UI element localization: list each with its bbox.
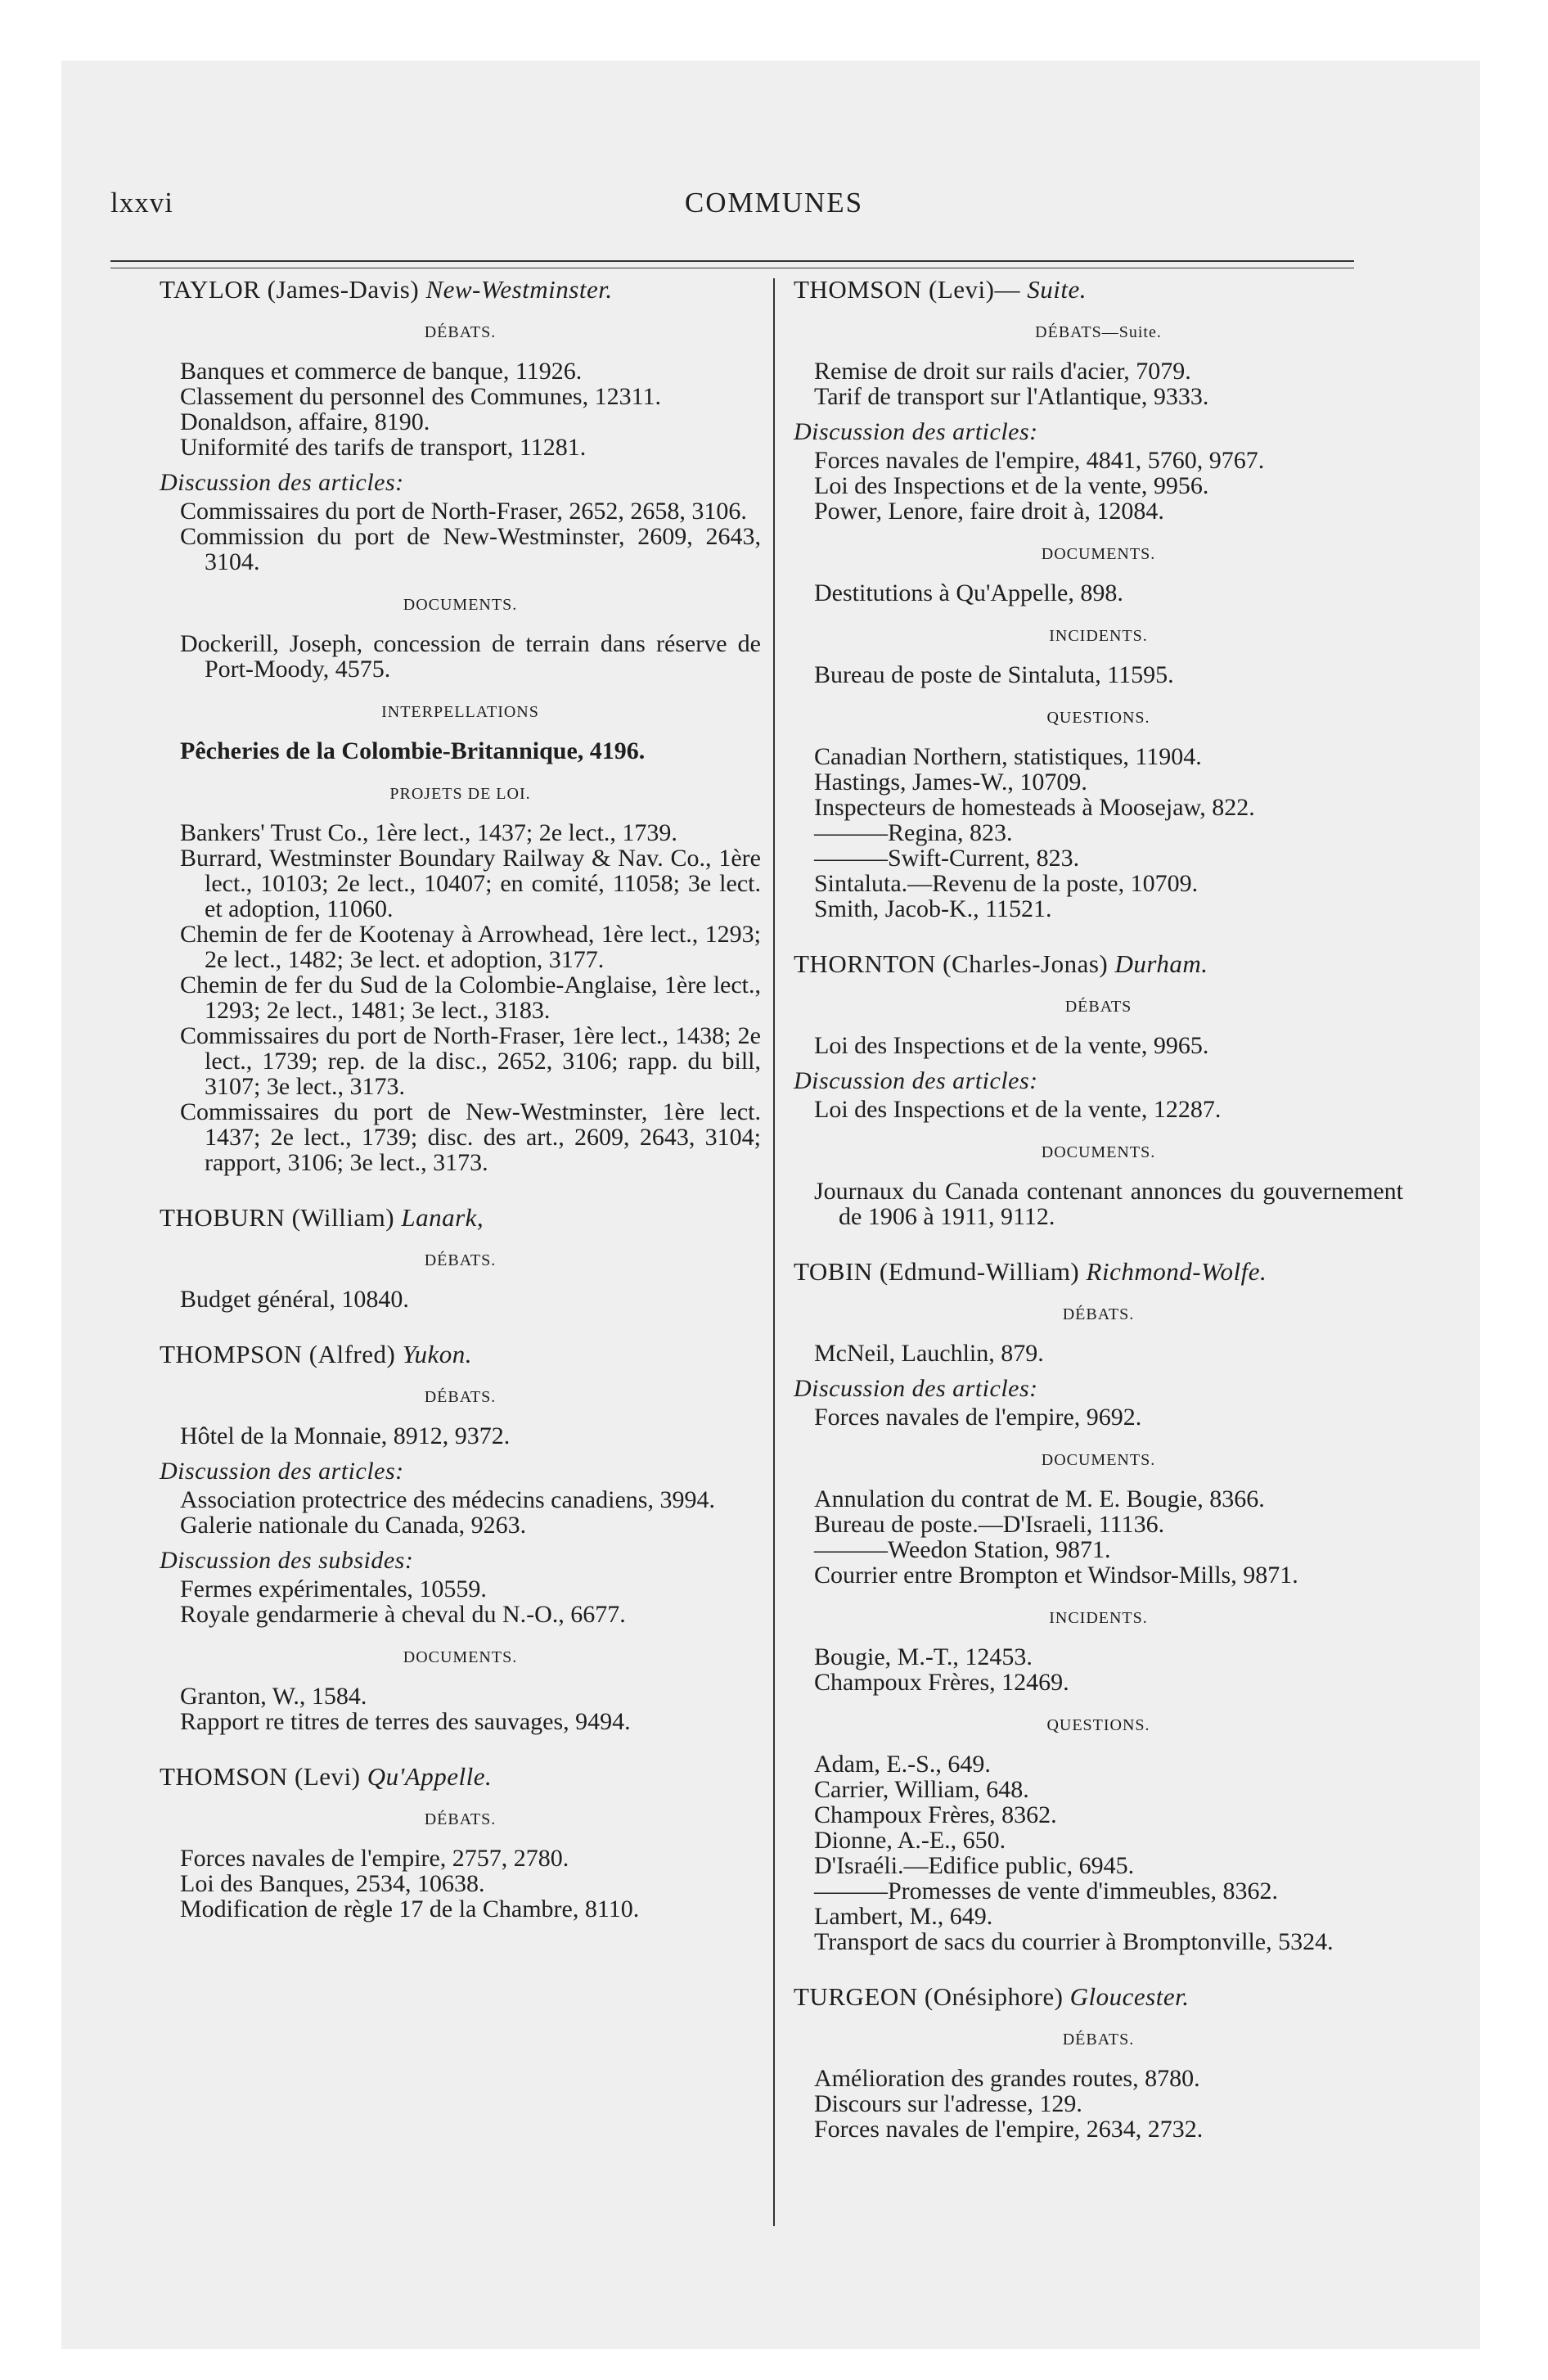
- index-item: Forces navales de l'empire, 4841, 5760, 9767.: [814, 447, 1265, 474]
- member-name: THORNTON (Charles-Jonas): [794, 949, 1115, 978]
- member-riding: Durham.: [1114, 949, 1208, 978]
- subsection-heading: DÉBATS—Suite.: [1035, 323, 1162, 341]
- index-item: D'Israéli.—Edifice public, 6945.: [814, 1852, 1135, 1879]
- index-item: Courrier entre Brompton et Windsor-Mills, 9871.: [814, 1562, 1298, 1589]
- discussion-heading: Discussion des articles:: [794, 1067, 1038, 1094]
- index-item: Champoux Frères, 12469.: [814, 1669, 1069, 1696]
- member-name: TAYLOR (James-Davis): [160, 275, 426, 304]
- index-item: Bureau de poste.—D'Israeli, 11136.: [814, 1511, 1165, 1538]
- index-item: Bankers' Trust Co., 1ère lect., 1437; 2e lect., 1739.: [180, 819, 677, 846]
- index-item: Amélioration des grandes routes, 8780.: [814, 2065, 1200, 2092]
- discussion-heading: Discussion des articles:: [794, 1375, 1038, 1402]
- index-item: Remise de droit sur rails d'acier, 7079.: [814, 358, 1191, 385]
- subsection-heading: DÉBATS.: [424, 323, 497, 341]
- discussion-heading: Discussion des articles:: [160, 1458, 404, 1485]
- index-item: Granton, W., 1584.: [180, 1683, 367, 1710]
- entry-heading: [160, 277, 761, 302]
- subsection-heading: DÉBATS.: [1062, 2031, 1135, 2049]
- index-item: Sintaluta.—Revenu de la poste, 10709.: [814, 870, 1199, 897]
- entry-heading: [794, 1259, 1403, 1284]
- entry-heading: [160, 1205, 761, 1230]
- subsection-heading: DOCUMENTS.: [403, 1648, 518, 1666]
- entry-heading: [794, 1984, 1403, 2009]
- entry-heading: [794, 277, 1403, 302]
- running-head: [0, 187, 1548, 219]
- index-item: Burrard, Westminster Boundary Railway & Nav. Co., 1ère lect., 10103; 2e lect., 10407; en comité, 11058; 3e lect. et adoption, 11060.: [180, 845, 761, 922]
- index-item: ———Swift-Current, 823.: [814, 845, 1080, 872]
- member-name: THOMPSON (Alfred): [160, 1340, 403, 1368]
- subsection-heading: DOCUMENTS.: [1041, 1451, 1156, 1469]
- index-item: Hôtel de la Monnaie, 8912, 9372.: [180, 1422, 511, 1449]
- index-item: Royale gendarmerie à cheval du N.-O., 6677.: [180, 1601, 626, 1628]
- index-item: Fermes expérimentales, 10559.: [180, 1575, 487, 1602]
- index-item: Bureau de poste de Sintaluta, 11595.: [814, 661, 1174, 688]
- index-item: Chemin de fer de Kootenay à Arrowhead, 1ère lect., 1293; 2e lect., 1482; 3e lect. et adoption, 3177.: [180, 921, 761, 973]
- member-riding: Suite.: [1027, 275, 1087, 304]
- right-column: [794, 277, 1403, 2142]
- index-item: Canadian Northern, statistiques, 11904.: [814, 743, 1202, 770]
- index-item: Annulation du contrat de M. E. Bougie, 8366.: [814, 1485, 1265, 1512]
- member-name: THOMSON (Levi)—: [794, 275, 1028, 304]
- index-item: ———Regina, 823.: [814, 819, 1013, 846]
- index-item: Loi des Inspections et de la vente, 9965.: [814, 1032, 1209, 1059]
- subsection-heading: DÉBATS.: [424, 1251, 497, 1269]
- index-item: Destitutions à Qu'Appelle, 898.: [814, 579, 1123, 606]
- subsection-heading: DOCUMENTS.: [403, 596, 518, 614]
- index-item: Donaldson, affaire, 8190.: [180, 408, 430, 435]
- index-item: Journaux du Canada contenant annonces du gouvernement de 1906 à 1911, 9112.: [814, 1178, 1403, 1230]
- index-item: Forces navales de l'empire, 9692.: [814, 1404, 1142, 1431]
- subsection-heading: INCIDENTS.: [1049, 627, 1148, 645]
- left-column: [160, 277, 761, 1922]
- index-item: Uniformité des tarifs de transport, 11281.: [180, 434, 587, 461]
- member-name: TURGEON (Onésiphore): [794, 1982, 1070, 2011]
- discussion-heading: Discussion des articles:: [794, 418, 1038, 445]
- subsection-heading: DOCUMENTS.: [1041, 1143, 1156, 1161]
- index-item: Banques et commerce de banque, 11926.: [180, 358, 583, 385]
- index-item: Dockerill, Joseph, concession de terrain dans réserve de Port-Moody, 4575.: [180, 630, 761, 683]
- index-item: Champoux Frères, 8362.: [814, 1801, 1057, 1828]
- member-riding: Gloucester.: [1069, 1982, 1190, 2011]
- index-item: Modification de règle 17 de la Chambre, 8110.: [180, 1895, 640, 1922]
- member-name: THOMSON (Levi): [160, 1762, 367, 1791]
- index-item: Dionne, A.-E., 650.: [814, 1827, 1006, 1854]
- index-item: Inspecteurs de homesteads à Moosejaw, 822.: [814, 794, 1255, 821]
- entry-heading: [794, 951, 1403, 976]
- index-item: Loi des Banques, 2534, 10638.: [180, 1870, 485, 1897]
- index-item: Loi des Inspections et de la vente, 12287.: [814, 1096, 1222, 1123]
- index-item: Power, Lenore, faire droit à, 12084.: [814, 498, 1164, 525]
- entry-heading: [160, 1764, 761, 1789]
- member-riding: New-Westminster.: [425, 275, 613, 304]
- subsection-heading: INCIDENTS.: [1049, 1609, 1148, 1627]
- member-name: THOBURN (William): [160, 1203, 402, 1232]
- section-title: COMMUNES: [684, 187, 864, 219]
- index-item: Commissaires du port de New-Westminster, 1ère lect. 1437; 2e lect., 1739; disc. des art., 2609, 2643, 3104; rapport, 3106; 3e lect., 3173.: [180, 1098, 761, 1176]
- header-rule: [110, 260, 1354, 262]
- discussion-heading: Discussion des subsides:: [160, 1547, 414, 1574]
- member-riding: Qu'Appelle.: [367, 1762, 493, 1791]
- index-item: ———Promesses de vente d'immeubles, 8362.: [814, 1877, 1278, 1904]
- discussion-heading: Discussion des articles:: [160, 469, 404, 496]
- index-item: Galerie nationale du Canada, 9263.: [180, 1512, 527, 1539]
- index-item: McNeil, Lauchlin, 879.: [814, 1340, 1044, 1367]
- index-item: Bougie, M.-T., 12453.: [814, 1643, 1033, 1670]
- subsection-heading: QUESTIONS.: [1046, 709, 1150, 727]
- subsection-heading: PROJETS DE LOI.: [389, 785, 531, 803]
- index-item: Smith, Jacob-K., 11521.: [814, 895, 1052, 922]
- index-item: Classement du personnel des Communes, 12311.: [180, 383, 661, 410]
- subsection-heading: DÉBATS: [1064, 998, 1132, 1016]
- subsection-heading: DOCUMENTS.: [1041, 545, 1156, 563]
- index-item: Pêcheries de la Colombie-Britannique, 4196.: [180, 737, 646, 764]
- index-item: Adam, E.-S., 649.: [814, 1751, 991, 1778]
- subsection-heading: DÉBATS.: [424, 1388, 497, 1406]
- member-name: TOBIN (Edmund-William): [794, 1257, 1087, 1286]
- index-item: Discours sur l'adresse, 129.: [814, 2090, 1082, 2117]
- index-item: Commissaires du port de North-Fraser, 2652, 2658, 3106.: [180, 498, 747, 525]
- index-item: Commission du port de New-Westminster, 2609, 2643, 3104.: [180, 523, 761, 575]
- entry-heading: [160, 1341, 761, 1367]
- index-item: Tarif de transport sur l'Atlantique, 9333.: [814, 383, 1209, 410]
- index-item: Budget général, 10840.: [180, 1286, 409, 1313]
- index-item: Chemin de fer du Sud de la Colombie-Anglaise, 1ère lect., 1293; 2e lect., 1481; 3e lect., 3183.: [180, 971, 761, 1024]
- index-item: Commissaires du port de North-Fraser, 1ère lect., 1438; 2e lect., 1739; rep. de la disc., 2652, 3106; rapp. du bill, 3107; 3e lect., 3173.: [180, 1022, 761, 1100]
- member-riding: Yukon.: [402, 1340, 472, 1368]
- index-item: Transport de sacs du courrier à Bromptonville, 5324.: [814, 1928, 1334, 1955]
- index-item: ———Weedon Station, 9871.: [814, 1536, 1111, 1563]
- column-divider: [773, 278, 775, 2226]
- subsection-heading: QUESTIONS.: [1046, 1716, 1150, 1734]
- index-item: Loi des Inspections et de la vente, 9956.: [814, 472, 1209, 499]
- subsection-heading: DÉBATS.: [424, 1810, 497, 1828]
- page-number: lxxvi: [110, 187, 173, 219]
- index-item: Association protectrice des médecins canadiens, 3994.: [180, 1486, 715, 1513]
- index-item: Rapport re titres de terres des sauvages, 9494.: [180, 1708, 631, 1735]
- index-item: Carrier, William, 648.: [814, 1776, 1029, 1803]
- index-item: Forces navales de l'empire, 2757, 2780.: [180, 1845, 569, 1872]
- index-item: Hastings, James-W., 10709.: [814, 769, 1087, 796]
- member-riding: Richmond-Wolfe.: [1086, 1257, 1267, 1286]
- subsection-heading: INTERPELLATIONS: [381, 703, 539, 721]
- index-item: Lambert, M., 649.: [814, 1903, 993, 1930]
- index-item: Forces navales de l'empire, 2634, 2732.: [814, 2116, 1204, 2143]
- member-riding: Lanark,: [401, 1203, 484, 1232]
- subsection-heading: DÉBATS.: [1062, 1305, 1135, 1323]
